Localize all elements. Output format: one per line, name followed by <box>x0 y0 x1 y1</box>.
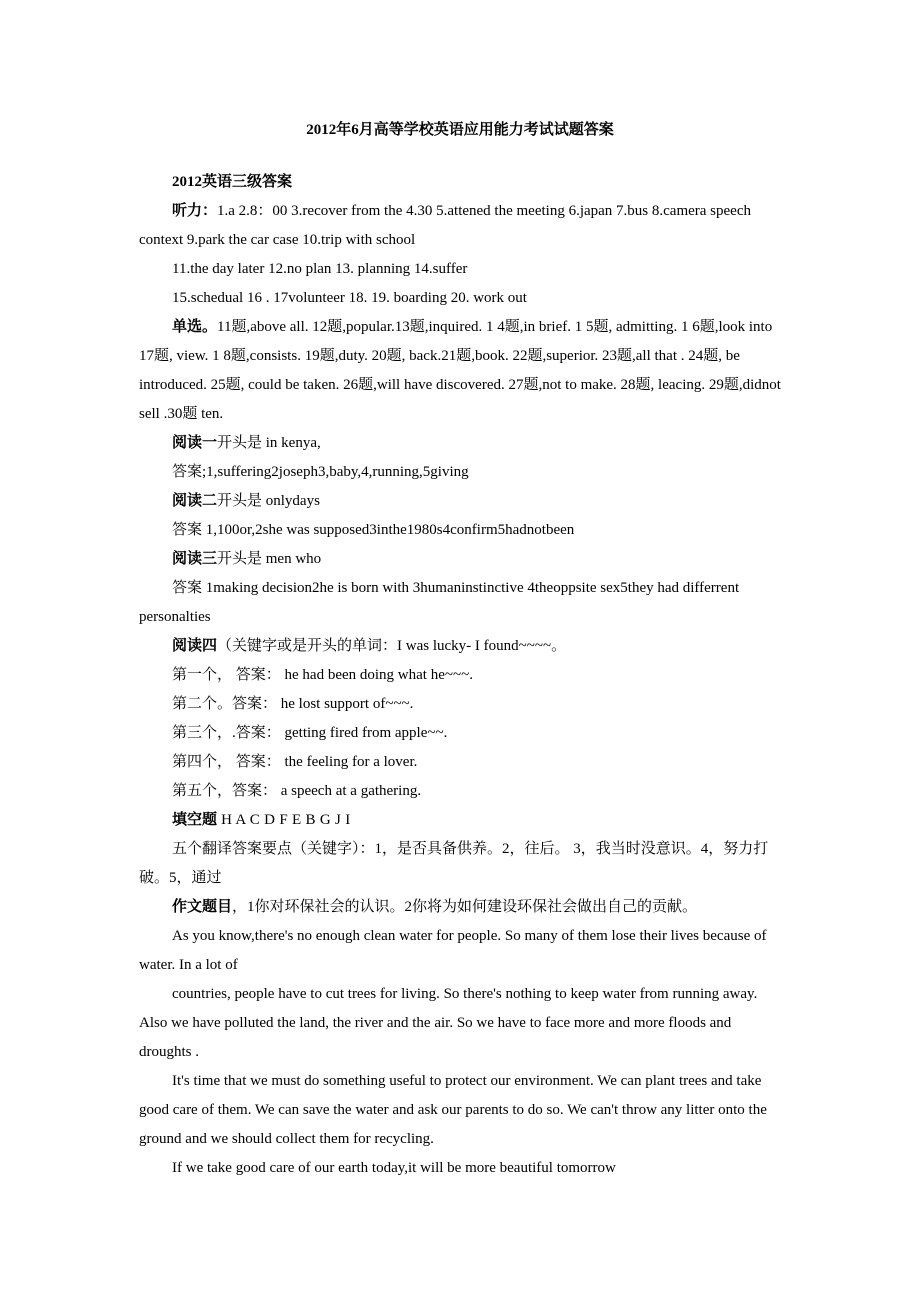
page-title: 2012年6月高等学校英语应用能力考试试题答案 <box>306 122 614 138</box>
essay-paragraph-1: As you know,there's no enough clean water for people. So many of them lose their lives because of water. In a lot of <box>139 928 767 973</box>
reading-3-intro-text: 开头是 men who <box>217 551 322 567</box>
reading-4-answer-4: 第四个， 答案： the feeling for a lover. <box>172 754 418 770</box>
reading-4-answer-2: 第二个。答案： he lost support of~~~. <box>172 696 414 712</box>
reading-4-answer-1: 第一个， 答案： he had been doing what he~~~. <box>172 667 473 683</box>
composition-topic-text: ，1你对环保社会的认识。2你将为如何建设环保社会做出自己的贡献。 <box>232 899 698 915</box>
single-choice-label: 单选。 <box>172 319 218 335</box>
reading-1-intro-text: 开头是 in kenya, <box>217 435 321 451</box>
reading-2-intro-text: 开头是 onlydays <box>217 493 320 509</box>
reading-4-intro-text: （关键字或是开头的单词：I was lucky- I found~~~~。 <box>217 638 567 654</box>
essay-paragraph-2: countries, people have to cut trees for living. So there's nothing to keep water from running away. Also we have polluted the land, the river and the air. So we have to face more and more floods and droughts . <box>139 986 758 1060</box>
fill-blank-answers <box>139 806 784 835</box>
single-choice-answers <box>139 313 784 429</box>
fill-blank-label: 填空题 <box>172 812 218 828</box>
reading-2-answer: 答案 1,100or,2she was supposed3inthe1980s4confirm5hadnotbeen <box>172 522 575 538</box>
reading-1-intro <box>139 429 784 458</box>
reading-3-intro <box>139 545 784 574</box>
reading-4-intro <box>139 632 784 661</box>
fill-blank-text: H A C D F E B G J I <box>217 812 351 828</box>
reading-4-answer-5: 第五个，答案： a speech at a gathering. <box>172 783 422 799</box>
essay-paragraph-4: If we take good care of our earth today,it will be more beautiful tomorrow <box>172 1160 616 1176</box>
listening-answers <box>139 197 784 255</box>
section-heading: 2012英语三级答案 <box>172 174 293 190</box>
listening-line-1: 1.a 2.8：00 3.recover from the 4.30 5.attened the meeting 6.japan 7.bus 8.camera speech context 9.park the car case 10.trip with school <box>139 203 751 248</box>
reading-4-answer-3: 第三个，.答案： getting fired from apple~~. <box>172 725 448 741</box>
reading-1-answer: 答案;1,suffering2joseph3,baby,4,running,5giving <box>172 464 469 480</box>
listening-line-3: 15.schedual 16 . 17volunteer 18. 19. boarding 20. work out <box>172 290 527 306</box>
listening-line-2: 11.the day later 12.no plan 13. planning 14.suffer <box>172 261 468 277</box>
listening-label: 听力： <box>172 203 218 219</box>
composition-topic <box>139 893 784 922</box>
reading-2-intro <box>139 487 784 516</box>
single-choice-text: 11题,above all. 12题,popular.13题,inquired. 1 4题,in brief. 1 5题, admitting. 1 6题,look into 17题, view. 1 8题,consists. 19题,duty. 20题, back.21题,book. 22题,superior. 23题,all that . 24题, be introduced. 25题, could be taken. 26题,will have discovered. 27题,not to make. 28题, leacing. 29题,didnot sell .30题 ten. <box>139 319 781 422</box>
reading-3-answer: 答案 1making decision2he is born with 3humaninstinctive 4theoppsite sex5they had differrent personalties <box>139 580 740 625</box>
document-body <box>139 168 784 1183</box>
reading-4-label: 阅读四 <box>172 638 218 654</box>
essay-paragraph-3: It's time that we must do something useful to protect our environment. We can plant trees and take good care of them. We can save the water and ask our parents to do so. We can't throw any litter onto the ground and we should collect them for recycling. <box>139 1073 767 1147</box>
reading-2-label: 阅读二 <box>172 493 218 509</box>
reading-1-label: 阅读一 <box>172 435 218 451</box>
composition-label: 作文题目 <box>172 899 233 915</box>
reading-3-label: 阅读三 <box>172 551 218 567</box>
translation-answers: 五个翻译答案要点（关键字）：1，是否具备供养。2，往后。 3，我当时没意识。4，努力打破。5，通过 <box>139 841 769 886</box>
